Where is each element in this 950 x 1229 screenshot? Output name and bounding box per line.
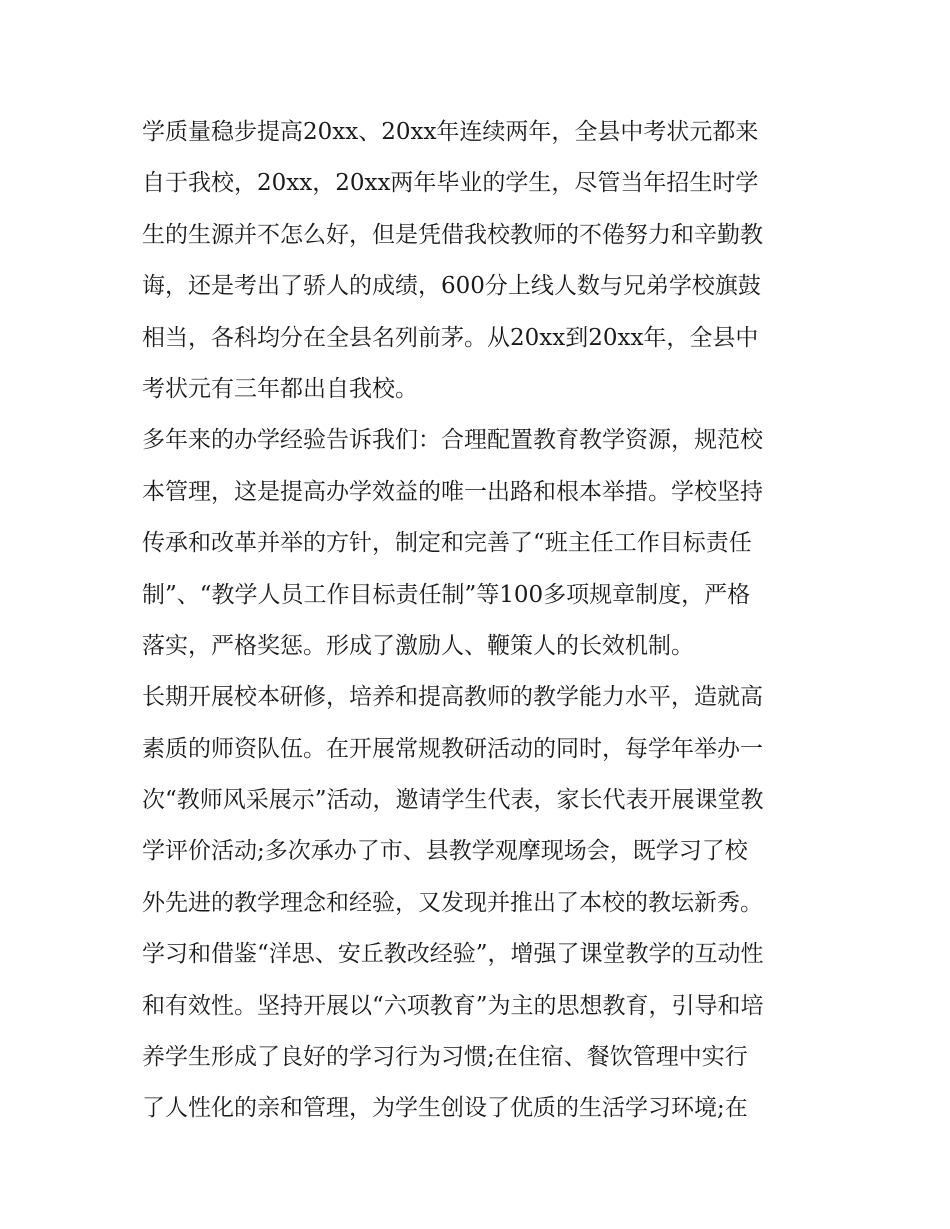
text-line: 养学生形成了良好的学习行为习惯;在住宿、餐饮管理中实行 [142,1044,748,1071]
document-body [142,107,822,1135]
text-line: 生的生源并不怎么好，但是凭借我校教师的不倦努力和辛勤教 [142,221,763,248]
text-line: 和有效性。坚持开展以“六项教育”为主的思想教育，引导和培 [142,992,764,1019]
text-line: 落实，严格奖惩。形成了激励人、鞭策人的长效机制。 [142,632,694,659]
text-line: 学习和借鉴“洋思、安丘教改经验”，增强了课堂教学的互动性 [142,941,764,968]
text-line: 自于我校，20xx，20xx两年毕业的学生，尽管当年招生时学 [142,170,759,197]
text-line: 考状元有三年都出自我校。 [142,375,418,402]
text-line: 多年来的办学经验告诉我们：合理配置教育教学资源，规范校 [142,427,763,454]
text-line: 次“教师风采展示”活动，邀请学生代表，家长代表开展课堂教 [142,787,764,814]
text-line: 学评价活动;多次承办了市、县教学观摩现场会，既学习了校 [142,838,748,865]
text-line: 制”、“教学人员工作目标责任制”等100多项规章制度，严格 [142,581,751,608]
text-line: 学质量稳步提高20xx、20xx年连续两年，全县中考状元都来 [142,119,759,145]
text-line: 外先进的教学理念和经验，又发现并推出了本校的教坛新秀。 [142,889,763,916]
text-line: 诲，还是考出了骄人的成绩，600分上线人数与兄弟学校旗鼓 [142,273,761,300]
text-line: 相当，各科均分在全县名列前茅。从20xx到20xx年，全县中 [142,324,759,351]
text-line: 传承和改革并举的方针，制定和完善了“班主任工作目标责任 [142,530,752,557]
text-line: 素质的师资队伍。在开展常规教研活动的同时，每学年举办一 [142,735,763,762]
text-line: 了人性化的亲和管理，为学生创设了优质的生活学习环境;在 [142,1095,748,1122]
text-line: 本管理，这是提高办学效益的唯一出路和根本举措。学校坚持 [142,478,763,505]
text-line: 长期开展校本研修，培养和提高教师的教学能力水平，造就高 [142,684,763,711]
